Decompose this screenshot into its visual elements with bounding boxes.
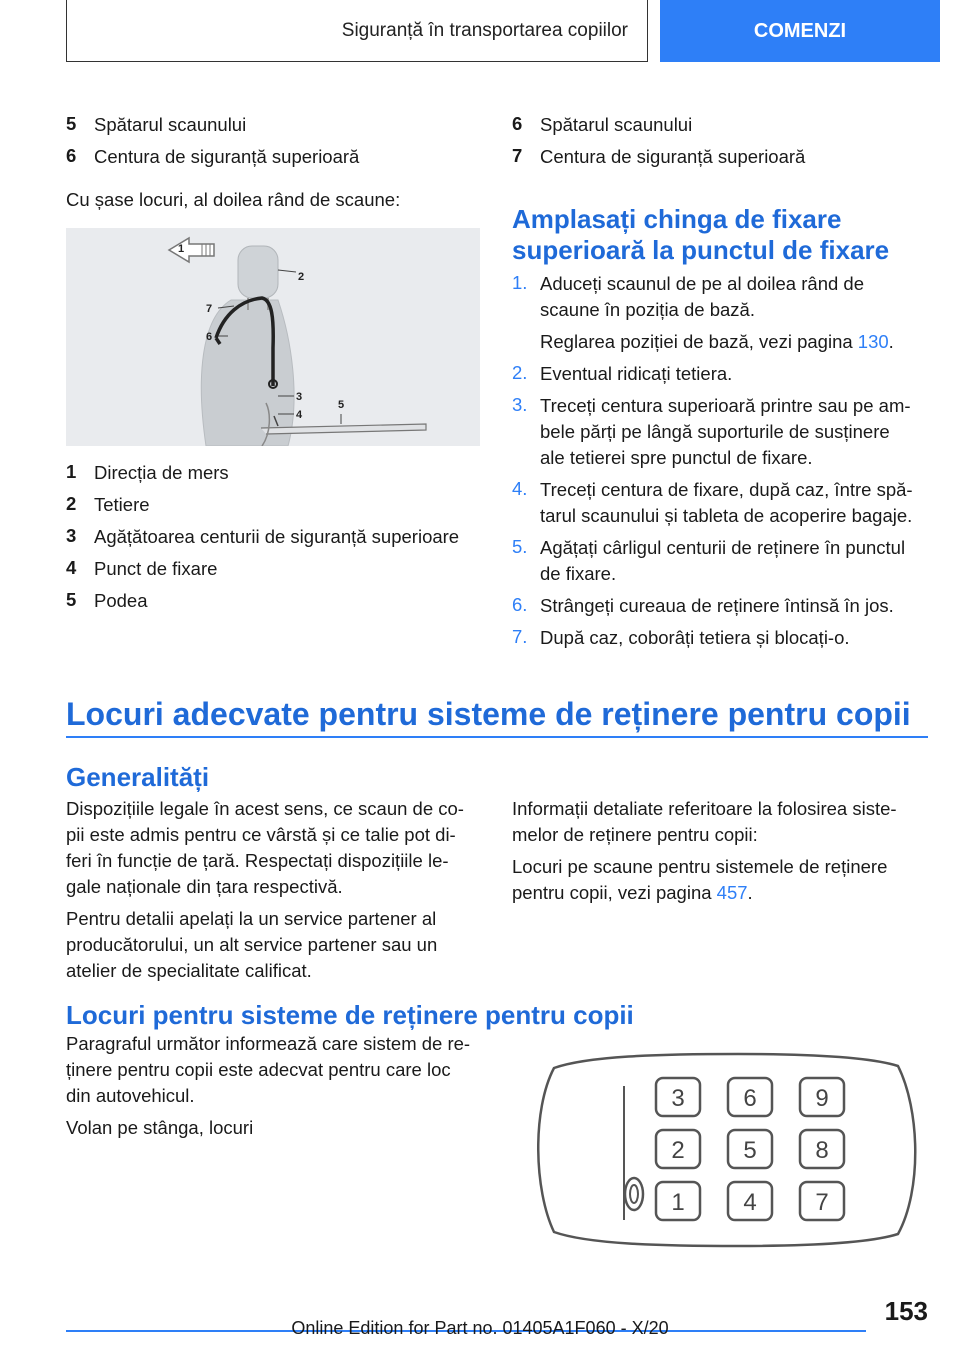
para-line: gale naționale din țara respectivă. [66, 876, 343, 897]
seat-number: 5 [743, 1137, 757, 1164]
step-number: 1. [512, 272, 528, 293]
item-text: Centura de siguranță superioară [94, 146, 360, 167]
heading-rule [66, 736, 928, 738]
step-text: Agățați cârligul centurii de reținere în punctul [540, 537, 906, 558]
step-item [512, 594, 932, 626]
heading-line: Amplasați chinga de fixare [512, 204, 842, 234]
step-text: Strângeți cureaua de reținere întinsă în jos. [540, 595, 894, 616]
para-text: pentru copii, vezi pagina [512, 882, 712, 903]
para-line: atelier de specialitate calificat. [66, 960, 312, 981]
step-item [512, 394, 932, 478]
seat-layout-icon [528, 1050, 932, 1250]
list-item [512, 145, 932, 177]
seat-number: 1 [671, 1189, 685, 1216]
generalitati-heading: Generalități [66, 762, 210, 792]
legend-text: Agățătoarea centurii de siguranță superioare [94, 526, 460, 547]
locuri-heading: Locuri pentru sisteme de reținere pentru copii [66, 1000, 634, 1030]
para-line: producătorului, un alt service partener sau un [66, 934, 438, 955]
legend-item [66, 589, 486, 621]
item-number: 5 [66, 113, 77, 134]
step-text: de fixare. [540, 563, 617, 584]
footer-text: Online Edition for Part no. 01405A1F060 - X/20 [291, 1318, 669, 1338]
step-item [512, 362, 932, 394]
item-number: 6 [512, 113, 523, 134]
step-text: După caz, coborâți tetiera și blocați-o. [540, 627, 850, 648]
item-text: Centura de siguranță superioară [540, 146, 806, 167]
para-line: Paragraful următor informează care sistem de re- [66, 1033, 471, 1054]
step-number: 3. [512, 394, 528, 415]
legend-text: Podea [94, 590, 148, 611]
seat-figure [66, 228, 480, 446]
step-note [512, 330, 932, 362]
seat-diagram [528, 1050, 932, 1250]
figure-label: 6 [206, 331, 213, 343]
legend-text: Punct de fixare [94, 558, 218, 579]
locuri-text [66, 1031, 496, 1141]
item-number: 7 [512, 145, 523, 166]
seat-number: 6 [743, 1085, 757, 1112]
para-line-link [512, 880, 932, 906]
section-heading [512, 204, 889, 266]
figure-label: 2 [298, 271, 305, 283]
steps-list [512, 272, 932, 658]
para-suffix: . [747, 882, 753, 903]
page-link[interactable]: 457 [716, 882, 748, 903]
chapter-title: Siguranță în transportarea copiilor [341, 20, 628, 41]
seat-number: 3 [671, 1085, 685, 1112]
step-number: 2. [512, 362, 528, 383]
generalitati-right [512, 796, 932, 906]
step-number: 4. [512, 478, 528, 499]
legend-item [66, 461, 486, 493]
step-text: tarul scaunului și tableta de acoperire bagaje. [540, 505, 913, 526]
page-link[interactable]: 130 [857, 331, 889, 352]
seat-number: 7 [815, 1189, 829, 1216]
para-line: melor de reținere pentru copii: [512, 824, 758, 845]
six-seats-text: Cu șase locuri, al doilea rând de scaune: [66, 189, 401, 210]
step-text: scaune în poziția de bază. [540, 299, 755, 320]
para-line: Volan pe stânga, locuri [66, 1117, 254, 1138]
item-text: Spătarul scaunului [540, 114, 693, 135]
figure-label: 7 [206, 303, 213, 315]
seat-number: 2 [671, 1137, 685, 1164]
step-text: Treceți centura de fixare, după caz, între spă- [540, 479, 913, 500]
figure-label: 3 [296, 391, 303, 403]
figure-label: 5 [338, 399, 345, 411]
step-item [512, 272, 932, 330]
para-line: Informații detaliate referitoare la folosirea siste- [512, 798, 897, 819]
list-item [66, 113, 486, 145]
generalitati-left [66, 796, 486, 984]
figure-label: 1 [178, 243, 185, 255]
step-number: 5. [512, 536, 528, 557]
note-suffix: . [888, 331, 894, 352]
step-item [512, 536, 932, 594]
para-line: feri în funcție de țară. Respectați dispozițiile le- [66, 850, 449, 871]
main-heading: Locuri adecvate pentru sisteme de reținere pentru copii [66, 696, 911, 732]
right-top-list [512, 113, 932, 177]
para-line: pii este admis pentru ce vârstă și ce talie pot di- [66, 824, 456, 845]
figure-legend [66, 461, 486, 621]
legend-item [66, 525, 486, 557]
step-note-text [540, 330, 894, 354]
legend-number: 2 [66, 493, 77, 514]
figure-label: 4 [296, 409, 303, 421]
item-text: Spătarul scaunului [94, 114, 247, 135]
direction-arrow-icon [169, 238, 214, 262]
step-item [512, 626, 932, 658]
step-text: Treceți centura superioară printre sau pe am- [540, 395, 911, 416]
step-text: Aduceți scaunul de pe al doilea rând de [540, 273, 864, 294]
legend-text: Tetiere [94, 494, 150, 515]
steering-wheel-icon [625, 1178, 643, 1210]
step-text: ale tetierei spre punctul de fixare. [540, 447, 813, 468]
heading-line: superioară la punctul de fixare [512, 235, 890, 265]
item-number: 6 [66, 145, 77, 166]
para-line: ținere pentru copii este adecvat pentru care loc [66, 1059, 451, 1080]
para-line: Dispozițiile legale în acest sens, ce scaun de co- [66, 798, 464, 819]
list-item [512, 113, 932, 145]
step-text: bele părți pe lângă suporturile de susținere [540, 421, 890, 442]
step-item [512, 478, 932, 536]
legend-item [66, 493, 486, 525]
section-tab[interactable]: COMENZI [660, 0, 940, 62]
step-text: Eventual ridicați tetiera. [540, 363, 733, 384]
para-line: Locuri pe scaune pentru sistemele de reținere [512, 856, 888, 877]
legend-number: 3 [66, 525, 77, 546]
page-number: 153 [884, 1296, 928, 1326]
seat-illustration [66, 228, 480, 446]
note-text: Reglarea poziției de bază, vezi pagina [540, 331, 853, 352]
legend-text: Direcția de mers [94, 462, 229, 483]
seat-number: 9 [815, 1085, 829, 1112]
step-number: 7. [512, 626, 528, 647]
seat-number: 4 [743, 1189, 757, 1216]
legend-number: 1 [66, 461, 77, 482]
para-line: Pentru detalii apelați la un service partener al [66, 908, 437, 929]
seat-number: 8 [815, 1137, 829, 1164]
para-line: din autovehicul. [66, 1085, 195, 1106]
legend-number: 5 [66, 589, 77, 610]
list-item [66, 145, 486, 177]
legend-item [66, 557, 486, 589]
legend-number: 4 [66, 557, 77, 578]
step-number: 6. [512, 594, 528, 615]
left-top-list [66, 113, 486, 177]
